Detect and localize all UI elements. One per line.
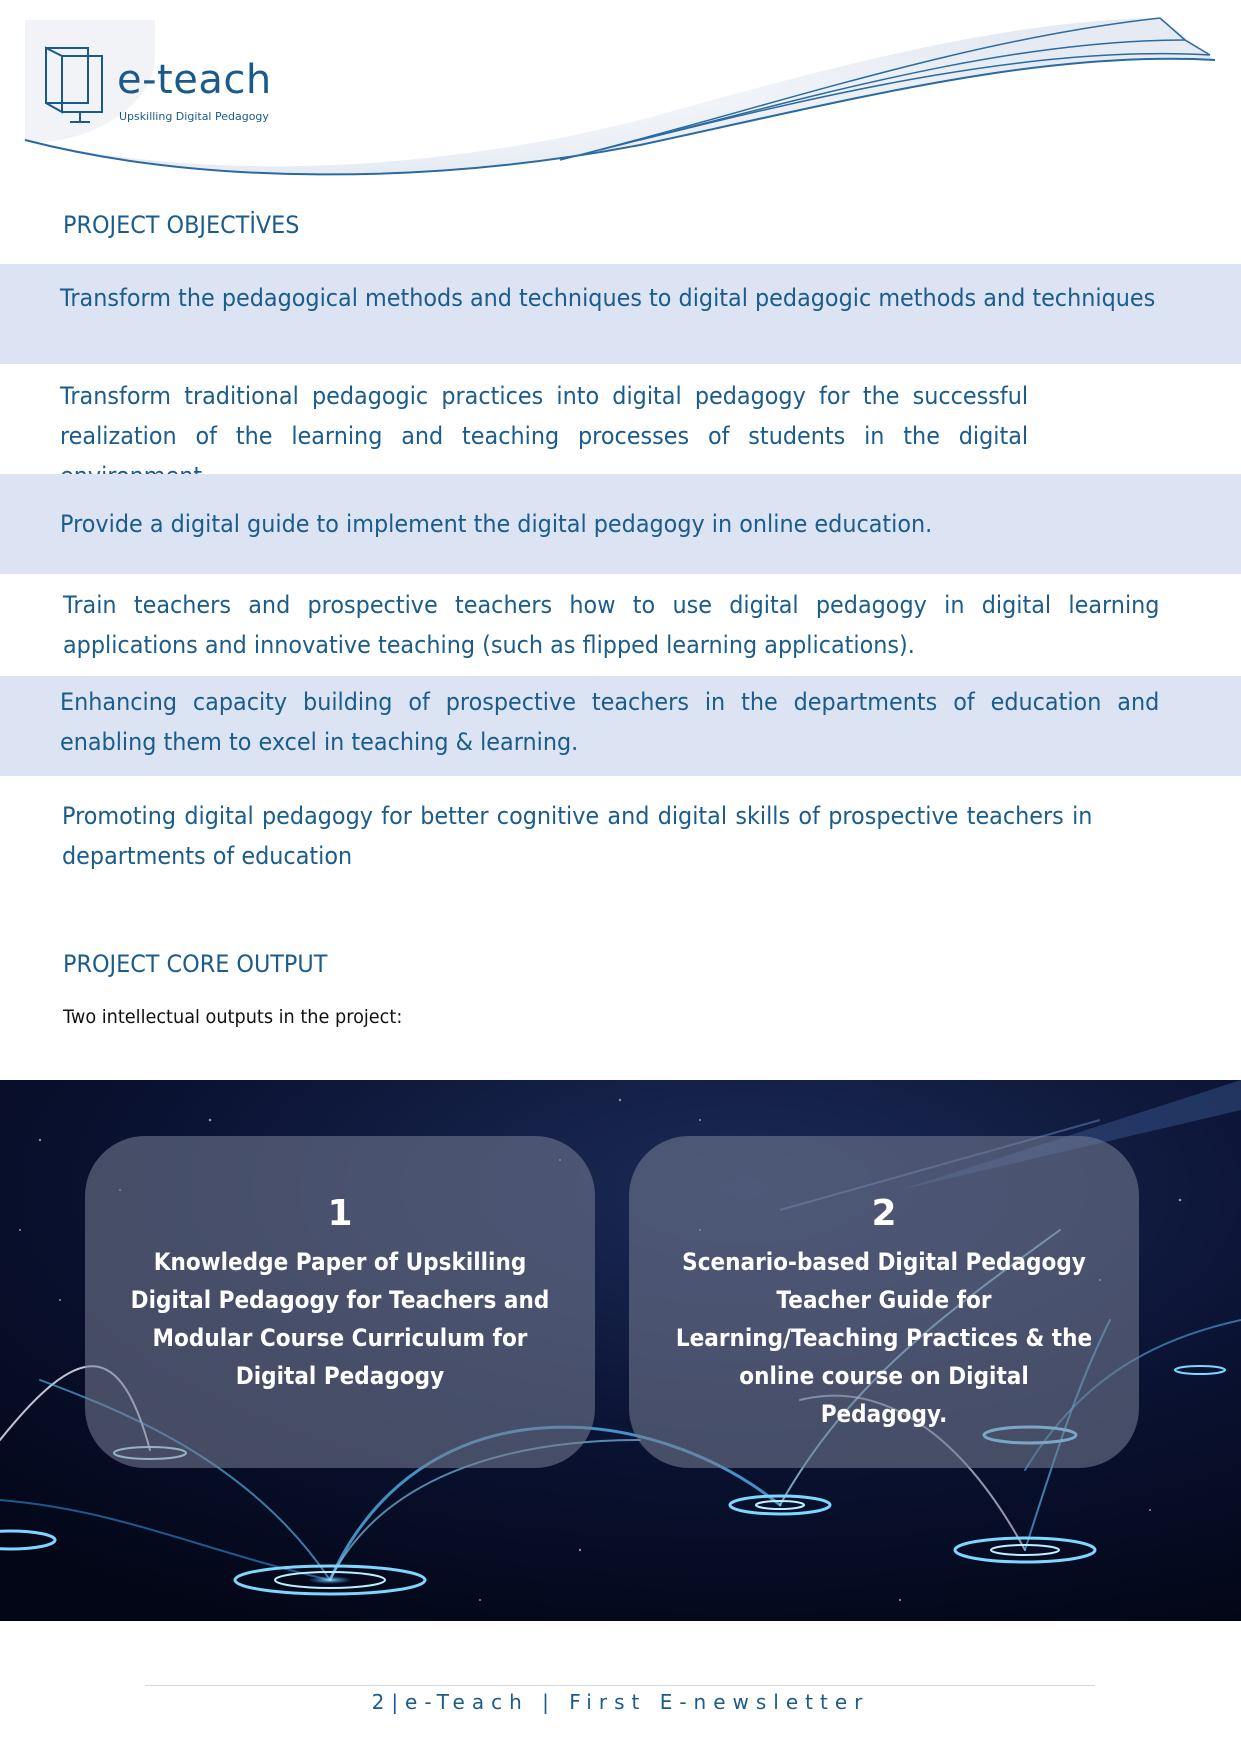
objective-item (0, 786, 1241, 886)
objective-item (0, 264, 1241, 364)
objective-text: Enhancing capacity building of prospective teachers in the departments of education and enabling them to excel in teaching & learning. (60, 688, 1160, 756)
outputs-banner (0, 1080, 1241, 1621)
output-description: Scenario-based Digital Pedagogy Teacher Guide for Learning/Teaching Practices & the online course on Digital Pedagogy. (675, 1248, 1093, 1428)
page-footer: 2|e-Teach | First E-newsletter (371, 1690, 870, 1714)
output-card-2 (629, 1136, 1139, 1468)
output-description: Knowledge Paper of Upskilling Digital Pedagogy for Teachers and Modular Course Curriculum for Digital Pedagogy (130, 1248, 550, 1390)
objective-text: Train teachers and prospective teachers how to use digital pedagogy in digital learning applications and innovative teaching (such as flipped learning applications). (63, 591, 1160, 659)
objective-text: Provide a digital guide to implement the digital pedagogy in online education. (60, 510, 933, 538)
core-output-title: PROJECT CORE OUTPUT (63, 950, 328, 978)
footer-divider (145, 1685, 1095, 1686)
objective-item (0, 474, 1241, 574)
core-output-intro: Two intellectual outputs in the project: (63, 1006, 403, 1028)
logo-wordmark: e-teach (117, 57, 272, 103)
logo-tagline: Upskilling Digital Pedagogy (119, 110, 269, 123)
objective-item (0, 366, 1241, 472)
page-header (0, 0, 1241, 185)
output-card-1 (85, 1136, 595, 1468)
objectives-title: PROJECT OBJECTİVES (63, 211, 300, 239)
objective-item (0, 676, 1241, 776)
book-screen-logo-icon (42, 42, 112, 127)
objective-text: Transform the pedagogical methods and techniques to digital pedagogic methods and techniques (60, 284, 1156, 312)
objective-text: Transform traditional pedagogic practices into digital pedagogy for the successful realization of the learning and teaching processes of students in the digital (60, 382, 1029, 450)
objective-item (0, 576, 1241, 676)
output-number: 1 (327, 1193, 353, 1234)
output-number: 2 (871, 1193, 897, 1234)
objective-text: Promoting digital pedagogy for better cognitive and digital skills of prospective teachers in departments of education (62, 802, 1093, 870)
logo (42, 42, 282, 132)
